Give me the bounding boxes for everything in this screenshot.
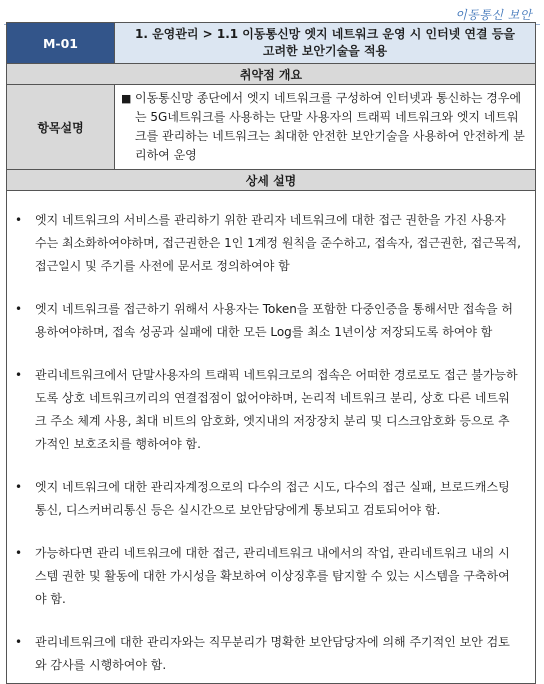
detail-text: 관리네트워크에서 단말사용자의 트래픽 네트워크로의 접속은 어떠한 경로로도 접근 불가능하도록 상호 네트워크끼리의 연결접점이 없어야하며, 논리적 네트워크 분리, 상호 다른 네트워크 주소 체계 사용, 최대 비트의 암호화, 엣지내의 저장장치 분리 및 디스크암호화 등으로 추가적인 보호조치를 행하여야 함. [35,368,518,451]
bullet-icon: • [15,480,23,494]
detail-text: 엣지 네트워크에 대한 관리자계정으로의 다수의 접근 시도, 다수의 접근 실패, 브로드캐스팅통신, 디스커버리통신 등은 실시간으로 보안담당에게 통보되고 검토되어야 함. [35,480,510,517]
item-label: 항목설명 [7,85,115,170]
item-title-line-1: 1. 운영관리 > 1.1 이동통신망 엣지 네트워크 운영 시 인터넷 연결 등을 [135,27,515,41]
detail-text: 관리네트워크에 대한 관리자와는 직무분리가 명확한 보안담당자에 의해 주기적인 보안 검토와 감사를 시행하여야 함. [35,635,510,672]
detail-item [15,631,521,677]
bullet-icon: • [15,635,23,649]
detail-item [15,542,521,611]
detail-text: 엣지 네트워크를 접근하기 위해서 사용자는 Token을 포함한 다중인증을 통해서만 접속을 허용하여야하며, 접속 성공과 실패에 대한 모든 Log를 최소 1년이상 저장되도록 하여야 함 [35,302,514,339]
security-item-table [6,22,536,684]
detail-text: 가능하다면 관리 네트워크에 대한 접근, 관리네트워크 내에서의 작업, 관리네트워크 내의 시스템 권한 및 활동에 대한 가시성을 확보하여 이상징후를 탐지할 수 있는 시스템을 구축하여야 함. [35,546,510,606]
item-id: M-01 [7,23,115,64]
detail-list [7,191,536,684]
bullet-icon: • [15,368,23,382]
item-title [115,23,536,64]
square-bullet-icon: ■ [121,92,132,105]
detail-item [15,364,521,456]
header-tag: 이동통신 보안 [455,8,532,22]
bullet-icon: • [15,302,23,316]
detail-item [15,298,521,344]
item-description: 이동통신망 종단에서 엣지 네트워크를 구성하여 인터넷과 통신하는 경우에는 5G네트워크를 사용하는 단말 사용자의 트래픽 네트워크와 엣지 네트워크를 관리하는 네트워크는 최대한 안전한 보안기술을 사용하여 안전하게 분리하여 운영 [135,91,525,162]
detail-text: 엣지 네트워크의 서비스를 관리하기 위한 관리자 네트워크에 대한 접근 권한을 가진 사용자 수는 최소화하여야하며, 접근권한은 1인 1계정 원칙을 준수하고, 접속자, 접근권한, 접근목적, 접근일시 및 주기를 사전에 문서로 정의하여야 함 [35,213,521,273]
item-title-line-2: 고려한 보안기술을 적용 [262,44,388,58]
detail-heading: 상세 설명 [7,170,536,191]
bullet-icon: • [15,546,23,560]
overview-heading: 취약점 개요 [7,64,536,85]
item-description-cell [115,85,536,170]
detail-item [15,476,521,522]
bullet-icon: • [15,213,23,227]
detail-item [15,209,521,278]
